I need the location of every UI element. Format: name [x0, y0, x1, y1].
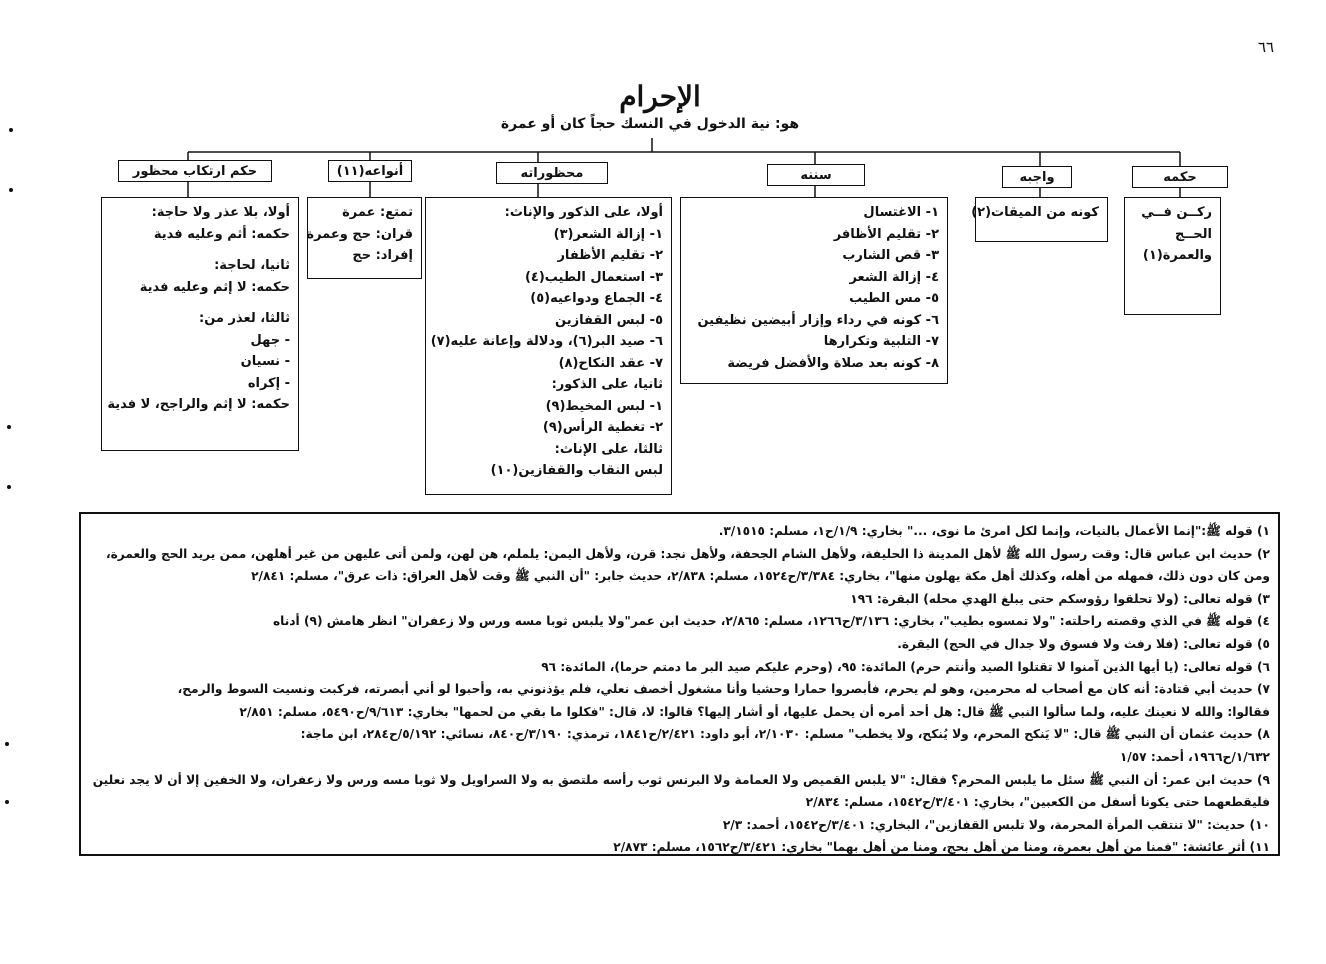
content-line: - جهل — [250, 332, 290, 348]
content-line: ١- الاغتسال — [863, 205, 939, 220]
content-line: ٤- إزالة الشعر — [849, 269, 939, 285]
header-box-violation-ruling: حكم ارتكاب محظور — [118, 160, 272, 182]
scan-speck — [9, 128, 13, 132]
content-box-violation-ruling — [101, 197, 299, 451]
spacer — [110, 245, 290, 255]
page-number: ٦٦ — [1258, 38, 1275, 56]
content-line: إفراد: حج — [352, 248, 413, 263]
content-line: ١- لبس المخيط(٩) — [545, 398, 663, 414]
scan-speck — [5, 742, 9, 746]
footnote-line: ٧) حديث أبي قتادة: أنه كان مع أصحاب له محرمين، وهو لم يحرم، فأبصروا حمارا وحشيا وأنا مشغول أخصف نعلي، فلم يؤذنوني به، وأحبوا لو أني أبصرته، فركبت ونسيت السوط والرمح، — [177, 682, 1270, 697]
content-line: قران: حج وعمرة — [306, 226, 413, 242]
content-line: ٥- لبس القفازين — [555, 312, 663, 328]
header-box-obligation: واجبه — [1002, 166, 1072, 188]
scan-speck — [9, 188, 13, 192]
header-box-sunnahs: سننه — [767, 164, 865, 186]
footnote-line: ١/٦٣٢/ح١٩٦٦، أحمد: ١/٥٧ — [1119, 749, 1270, 764]
content-line: ٧- عقد النكاح(٨) — [558, 355, 663, 371]
content-line: ثالثا، لعذر من: — [199, 311, 290, 326]
content-box-ruling — [1124, 197, 1221, 315]
content-line: ٦- صيد البر(٦)، ودلالة وإعانة عليه(٧) — [430, 334, 663, 349]
definition-text: هو: نية الدخول في النسك حجاً كان أو عمرة — [500, 116, 800, 132]
content-line: ٣- قص الشارب — [842, 248, 939, 263]
content-line: حكمه: لا إثم وعليه فدية — [139, 279, 290, 295]
content-line: والعمرة(١) — [1142, 248, 1212, 263]
footnote-line: ٨) حديث عثمان أن النبي ﷺ قال: "لا يَنكح المحرم، ولا يُنكح، ولا يخطب" مسلم: ٢/١٠٣٠، أبو داود: ٢/٤٢١/ح١٨٤١، ترمذي: ٣/١٩٠/ح٨٤٠، نسائي: ٥/١٩٢/ح٢٨٤، ابن ماجة: — [300, 727, 1270, 742]
footnote-line: ٢) حديث ابن عباس قال: وقت رسول الله ﷺ لأهل المدينة ذا الحليفة، ولأهل الشام الجحفة، ولأهل نجد: قرن، ولأهل اليمن: يلملم، هن لهن، ولمن أتى عليهن من غير أهلهن، ممن يريد الحج والعمرة، — [105, 546, 1270, 561]
spacer — [110, 298, 290, 308]
content-line: حكمه: لا إثم والراجح، لا فدية — [107, 397, 290, 412]
footnote-line: فقالوا: والله لا نعينك عليه، ولما سألوا النبي ﷺ قال: هل أحد أمره أن يحمل عليها، أو أشار إليها؟ قالوا: لا، قال: "فكلوا ما بقي من لحمها" بخاري: ٩/٦١٣/ح٥٤٩٠، مسلم: ٢/٨٥١ — [239, 704, 1270, 719]
footnotes-box — [79, 512, 1280, 856]
content-box-sunnahs — [680, 197, 948, 384]
header-box-prohibitions: محظوراته — [496, 162, 608, 184]
scan-speck — [5, 800, 9, 804]
content-line: ثانيا، لحاجة: — [214, 258, 290, 273]
content-line: ١- إزالة الشعر(٣) — [553, 226, 663, 242]
content-line: ثانيا، على الذكور: — [551, 377, 663, 392]
footnote-line: ١٠) حديث: "لا تنتقب المرأة المحرمة، ولا تلبس القفازين"، البخاري: ٣/٤٠١/ح١٥٤٢، أحمد: ٢/٣ — [722, 817, 1270, 832]
content-line: - إكراه — [247, 375, 290, 391]
content-line: حكمه: أثم وعليه فدية — [153, 226, 290, 242]
content-line: - نسيان — [240, 354, 290, 369]
content-line: لبس النقاب والقفازين(١٠) — [490, 463, 663, 478]
content-line: ٢- تقليم الأظافر — [833, 226, 939, 242]
footnote-line: ٩) حديث ابن عمر: أن النبي ﷺ سئل ما يلبس المحرم؟ فقال: "لا يلبس القميص ولا العمامة ولا البرنس ثوب رأسه ملتصق به ولا السراويل ولا ثوبا مسه ورس ولا زعفران، ولا الخفين إلا أن لا يجد نعلين — [92, 772, 1270, 787]
content-line: ثالثا، على الإناث: — [554, 441, 663, 457]
footnote-line: فليقطعهما حتى يكونا أسفل من الكعبين"، بخاري: ٣/٤٠١/ح١٥٤٢، مسلم: ٢/٨٣٤ — [805, 795, 1270, 810]
content-line: ٢- تقليم الأظفار — [557, 248, 663, 263]
footnote-line: ٥) قوله تعالى: (فلا رفث ولا فسوق ولا جدال في الحج) البقرة. — [897, 636, 1270, 651]
footnote-line: ٦) قوله تعالى: (يا أيها الذين آمنوا لا تقتلوا الصيد وأنتم حرم) المائدة: ٩٥، (وحرم عليكم صيد البر ما دمتم حرما)، المائدة: ٩٦ — [541, 659, 1270, 674]
content-line: كونه من الميقات(٢) — [971, 205, 1099, 220]
content-line: ٦- كونه في رداء وإزار أبيضين نظيفين — [697, 312, 939, 328]
content-line: تمتع: عمرة — [342, 205, 413, 220]
scan-speck — [7, 485, 11, 489]
content-line: ٨- كونه بعد صلاة والأفضل فريضة — [727, 355, 939, 371]
content-line: أولا، بلا عذر ولا حاجة: — [151, 205, 290, 220]
content-line: ٤- الجماع ودواعيه(٥) — [530, 291, 663, 306]
diagram-title: الإحرام — [619, 80, 701, 113]
content-box-types — [307, 197, 422, 279]
content-line: الحــج — [1175, 226, 1212, 242]
content-line: ٢- تغطية الرأس(٩) — [542, 420, 663, 435]
content-line: أولا، على الذكور والإناث: — [504, 205, 663, 220]
footnote-line: ٤) قوله ﷺ في الذي وقصته راحلته: "ولا تمسوه بطيب"، بخاري: ٣/١٣٦/ح١٢٦٦، مسلم: ٢/٨٦٥، حديث ابن عمر"ولا يلبس ثوبا مسه ورس ولا زعفران" انظر هامش (٩) أدناه — [272, 614, 1270, 629]
content-line: ركــن فــي — [1141, 205, 1212, 220]
header-box-ruling: حكمه — [1132, 166, 1228, 188]
content-line: ٧- التلبية وتكرارها — [823, 334, 939, 349]
footnote-line: ومن كان دون ذلك، فمهله من أهله، وكذلك أهل مكة يهلون منها"، بخاري: ٣/٣٨٤/ح١٥٢٤، مسلم: ٢/٨٣٨، حديث جابر: "أن النبي ﷺ وقت لأهل العراق: ذات عرق"، مسلم: ٢/٨٤١ — [251, 569, 1270, 584]
content-line: ٥- مس الطيب — [849, 291, 939, 306]
footnote-line: ١) قوله ﷺ:"إنما الأعمال بالنيات، وإنما لكل امرئ ما نوى، ..." بخاري: ١/٩/ح١، مسلم: ٣/١٥١٥. — [718, 524, 1270, 538]
content-line: ٣- استعمال الطيب(٤) — [524, 269, 663, 285]
header-box-types: أنواعه(١١) — [328, 160, 412, 182]
scan-speck — [7, 425, 11, 429]
content-box-prohibitions — [425, 197, 672, 495]
footnote-line: ١١) أثر عائشة: "فمنا من أهل بعمرة، ومنا من أهل بحج، ومنا من أهل بهما" بخاري: ٣/٤٢١/ح١٥٦٢، مسلم: ٢/٨٧٣ — [613, 840, 1270, 855]
content-box-obligation — [971, 197, 1108, 242]
footnote-line: ٣) قوله تعالى: (ولا تحلقوا رؤوسكم حتى يبلغ الهدي محله) البقرة: ١٩٦ — [850, 591, 1270, 606]
